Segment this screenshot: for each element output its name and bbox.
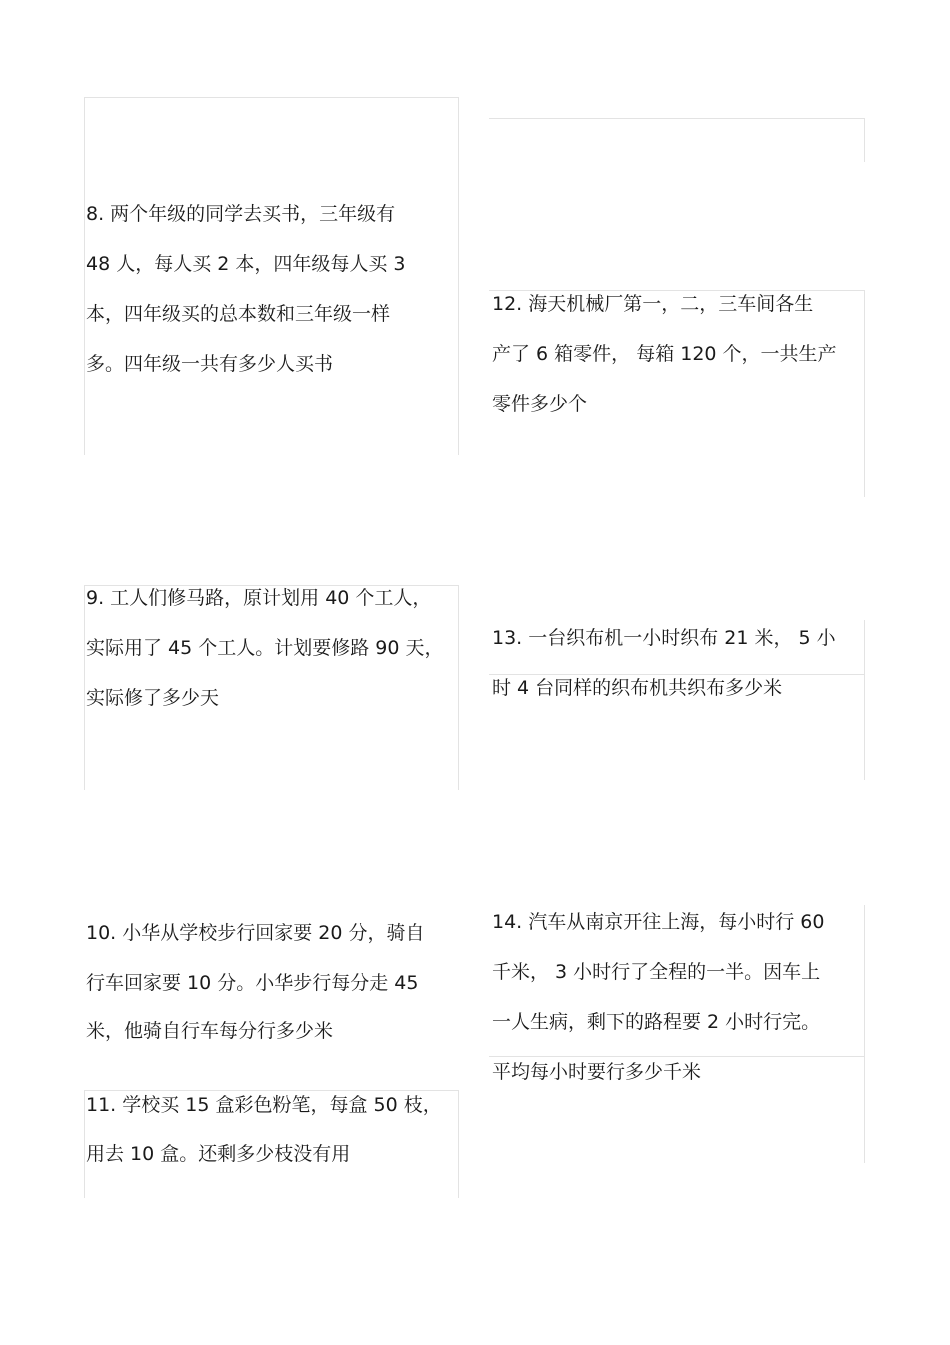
border-line <box>458 1090 459 1198</box>
border-line <box>84 1090 85 1198</box>
border-line <box>864 905 865 1163</box>
border-line <box>84 585 85 790</box>
border-line <box>864 290 865 497</box>
question-text-line: 时 4 台同样的织布机共织布多少米 <box>492 677 783 699</box>
question-text-line: 14. 汽车从南京开往上海，每小时行 60 <box>492 911 825 933</box>
question-text-line: 多。四年级一共有多少人买书 <box>86 353 334 375</box>
border-line <box>489 118 864 119</box>
question-text-line: 11. 学校买 15 盒彩色粉笔，每盒 50 枝， <box>86 1094 442 1116</box>
border-line <box>84 97 85 455</box>
border-line <box>489 1056 864 1057</box>
border-line <box>489 290 864 291</box>
question-text-line: 一人生病，剩下的路程要 2 小时行完。 <box>492 1011 821 1033</box>
border-line <box>489 674 864 675</box>
question-text-line: 零件多少个 <box>492 393 588 415</box>
question-text-line: 千米， 3 小时行了全程的一半。因车上 <box>492 961 821 983</box>
border-line <box>84 1090 459 1091</box>
question-text-line: 产了 6 箱零件， 每箱 120 个，一共生产 <box>492 343 837 365</box>
question-text-line: 8. 两个年级的同学去买书，三年级有 <box>86 203 396 225</box>
border-line <box>458 585 459 790</box>
border-line <box>864 118 865 162</box>
question-text-line: 本，四年级买的总本数和三年级一样 <box>86 303 391 325</box>
question-text-line: 实际修了多少天 <box>86 687 220 709</box>
question-text-line: 48 人，每人买 2 本，四年级每人买 3 <box>86 253 406 275</box>
border-line <box>84 585 459 586</box>
border-line <box>864 620 865 780</box>
question-text-line: 实际用了 45 个工人。计划要修路 90 天， <box>86 637 444 659</box>
border-line <box>458 97 459 455</box>
question-text-line: 米，他骑自行车每分行多少米 <box>86 1020 334 1042</box>
question-text-line: 10. 小华从学校步行回家要 20 分，骑自 <box>86 922 425 944</box>
question-text-line: 平均每小时要行多少千米 <box>492 1061 702 1083</box>
question-text-line: 13. 一台织布机一小时织布 21 米， 5 小 <box>492 627 836 649</box>
border-line <box>84 97 459 98</box>
question-text-line: 9. 工人们修马路，原计划用 40 个工人， <box>86 587 432 609</box>
question-text-line: 行车回家要 10 分。小华步行每分走 45 <box>86 972 419 994</box>
question-text-line: 12. 海天机械厂第一，二，三车间各生 <box>492 293 814 315</box>
question-text-line: 用去 10 盒。还剩多少枝没有用 <box>86 1143 351 1165</box>
